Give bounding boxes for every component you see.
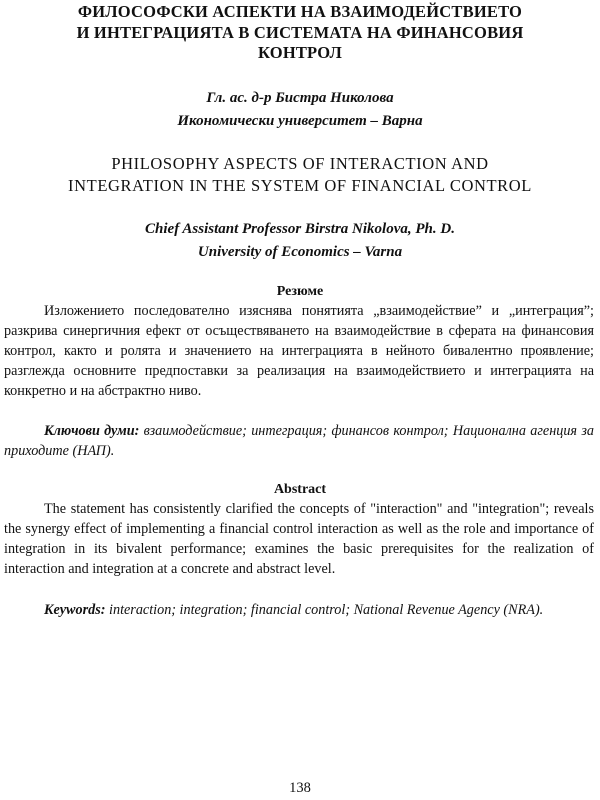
author-block-english	[20, 218, 580, 264]
resume-heading: Резюме	[276, 284, 324, 299]
page-number: 138	[289, 780, 311, 796]
author-name-bulgarian: Гл. ас. д-р Бистра Николова	[206, 90, 394, 106]
keywords-list-bulgarian: взаимодействие; интеграция; финансов контрол; Национална агенция за приходите (НАП).	[4, 423, 594, 459]
title-bulgarian-line-2: И ИНТЕГРАЦИЯТА В СИСТЕМАТА НА ФИНАНСОВИЯ	[76, 22, 524, 42]
keywords-label-english: Keywords:	[44, 602, 106, 618]
title-english-line-1: PHILOSOPHY ASPECTS OF INTERACTION AND	[111, 154, 489, 173]
title-bulgarian	[20, 2, 580, 64]
keywords-english	[4, 600, 594, 620]
abstract-heading: Abstract	[273, 482, 327, 497]
resume-paragraph: Изложението последователно изяснява понятията „взаимодействие” и „интеграция”; разкрива синергичния ефект от осъществяването на взаимодействие в сферата на финансовия контрол, както и ролята и значението на интеграцията в нейното бивалентно проявление; разглежда основните предпоставки за реализация на взаимодействието и интеграцията на конкретно и на абстрактно ниво.	[4, 303, 594, 399]
title-english-line-2: INTEGRATION IN THE SYSTEM OF FINANCIAL CONTROL	[68, 176, 532, 195]
author-name-english: Chief Assistant Professor Birstra Nikolova, Ph. D.	[145, 221, 455, 237]
keywords-bulgarian	[4, 421, 594, 461]
title-bulgarian-line-3: КОНТРОЛ	[258, 43, 342, 62]
keywords-label-bulgarian: Ключови думи:	[44, 423, 140, 439]
keywords-list-english: interaction; integration; financial control; National Revenue Agency (NRA).	[109, 602, 544, 618]
title-english	[20, 153, 580, 197]
author-block-bulgarian	[20, 87, 580, 133]
author-affiliation-bulgarian: Икономически университет – Варна	[177, 113, 423, 129]
abstract-paragraph: The statement has consistently clarified the concepts of "interaction" and "integration"; reveals the synergy effect of implementing a financial control interaction as well as the role and importance of integration in its bivalent performance; examines the basic prerequisites for the realization of interaction and integration at a concrete and abstract level.	[4, 501, 594, 577]
title-bulgarian-line-1: ФИЛОСОФСКИ АСПЕКТИ НА ВЗАИМОДЕЙСТВИЕТО	[77, 2, 523, 21]
author-affiliation-english: University of Economics – Varna	[197, 244, 403, 260]
